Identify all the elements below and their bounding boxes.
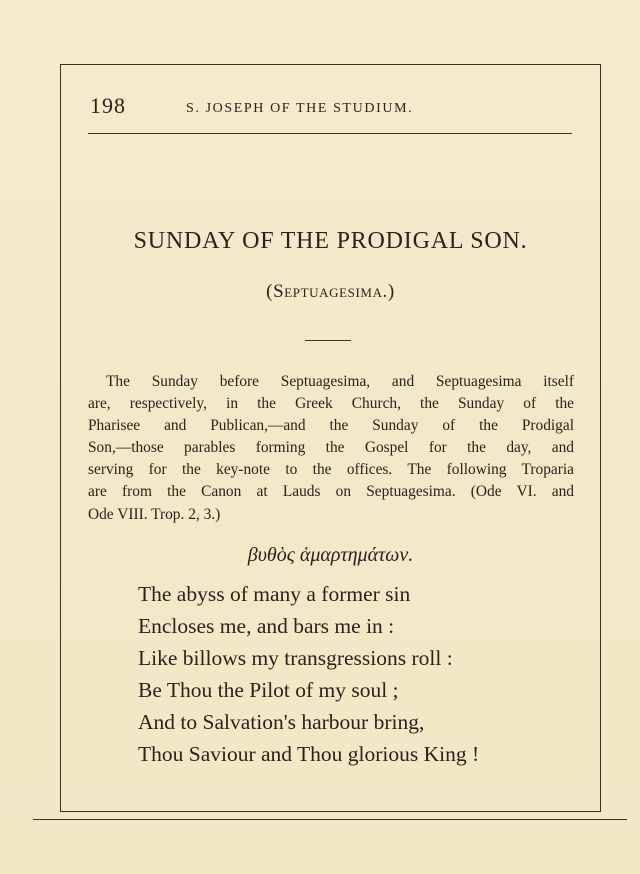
intro-line: The Sunday before Septuagesima, and Septuagesima itself [106,373,574,390]
intro-line: serving for the key-note to the offices. The following Troparia [88,461,574,479]
page-header [90,95,572,125]
page-number: 198 [90,93,126,118]
introduction-paragraph [88,371,574,526]
hymn-verse [138,578,578,770]
section-subtitle: (Septuagesima.) [266,281,395,302]
verse-line: Thou Saviour and Thou glorious King ! [138,742,480,766]
verse-line: Be Thou the Pilot of my soul ; [138,678,399,702]
verse-line: Encloses me, and bars me in : [138,614,395,638]
verse-line: Like billows my transgressions roll : [138,646,453,670]
intro-line: are, respectively, in the Greek Church, the Sunday of the [88,395,574,413]
ornamental-rule [305,340,351,341]
verse-line: The abyss of many a former sin [138,582,411,606]
greek-incipit: βυθὸς ἁμαρτημάτων. [247,544,414,566]
intro-line: Pharisee and Publican,—and the Sunday of the Prodigal [88,417,574,435]
section-title: SUNDAY OF THE PRODIGAL SON. [133,228,528,254]
verse-line: And to Salvation's harbour bring, [138,710,425,734]
bottom-rule [33,819,627,820]
intro-line: are from the Canon at Lauds on Septuagesima. (Ode VI. and [88,483,574,501]
intro-line: Son,—those parables forming the Gospel for the day, and [88,439,574,457]
running-head: S. JOSEPH OF THE STUDIUM. [186,101,414,116]
header-rule [88,133,572,134]
intro-line: Ode VIII. Trop. 2, 3.) [88,505,221,523]
